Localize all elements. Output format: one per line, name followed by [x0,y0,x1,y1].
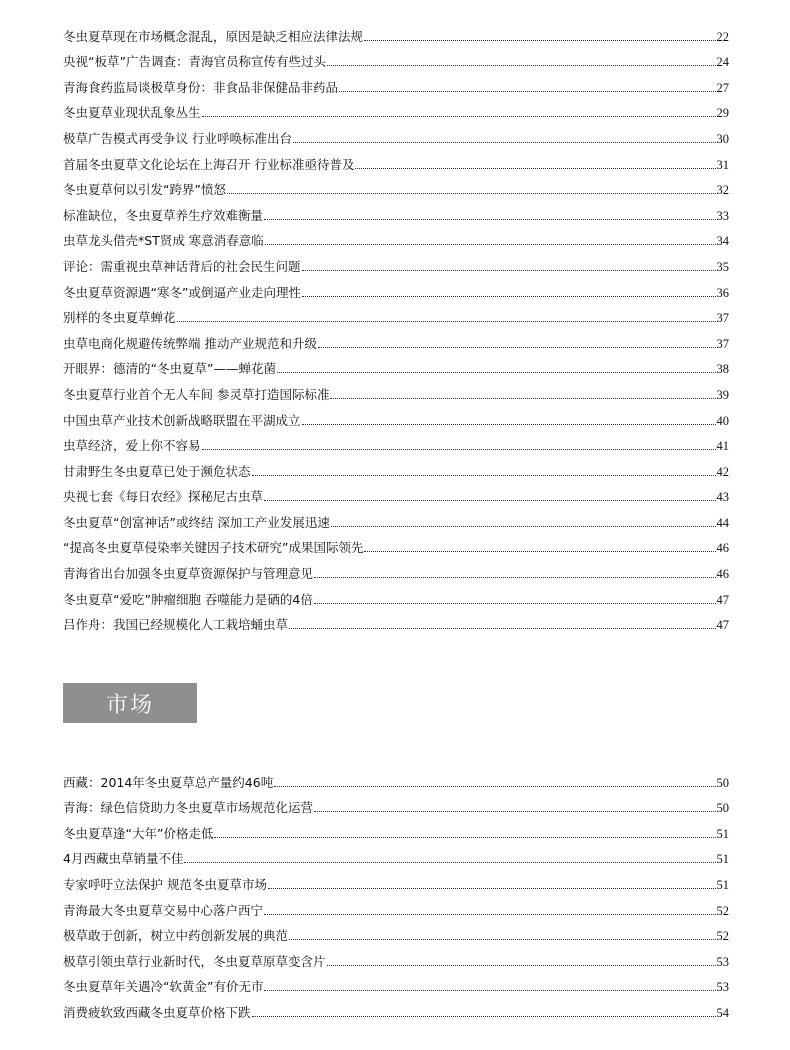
toc-dot-leader [177,321,716,322]
toc-entry-title: 央视七套《每日农经》探秘尼古虫草 [63,489,264,505]
toc-entry[interactable] [63,893,729,919]
toc-entry-title: 首届冬虫夏草文化论坛在上海召开 行业标准亟待普及 [63,156,355,172]
toc-dot-leader [184,862,715,863]
toc-entry-title: 冬虫夏草“爱吃”肿瘤细胞 吞噬能力是硒的4倍 [63,591,313,607]
toc-dot-leader [252,1016,716,1017]
toc-entry-title: 吕作舟：我国已经规模化人工栽培蛹虫草 [63,617,289,633]
toc-entry[interactable] [63,326,729,352]
toc-entry-title: 央视“板草”广告调查：青海官员称宣传有些过头 [63,54,326,70]
toc-entry-page-number: 51 [716,852,729,867]
toc-entry[interactable] [63,429,729,455]
toc-entry-page-number: 47 [716,618,729,633]
toc-dot-leader [330,398,715,399]
toc-entry-title: 冬虫夏草逢“大年”价格走低 [63,825,214,841]
toc-entry-page-number: 27 [716,80,729,95]
toc-dot-leader [355,168,715,169]
toc-entry-title: “提高冬虫夏草侵染率关键因子技术研究”成果国际领先 [63,540,364,556]
toc-entry-page-number: 37 [716,336,729,351]
toc-entry-page-number: 31 [716,157,729,172]
toc-entry-title: 青海最大冬虫夏草交易中心落户西宁 [63,902,264,918]
toc-entry-page-number: 42 [716,464,729,479]
toc-entry[interactable] [63,147,729,173]
toc-dot-leader [227,193,716,194]
toc-entry-title: 极草敢于创新，树立中药创新发展的典范 [63,928,289,944]
toc-entry-title: 青海：绿色信贷助力冬虫夏草市场规范化运营 [63,800,314,816]
toc-entry-page-number: 53 [716,980,729,995]
toc-entry[interactable] [63,556,729,582]
toc-entry[interactable] [63,944,729,970]
toc-entry-title: 冬虫夏草“创富神话”或终结 深加工产业发展迅速 [63,514,330,530]
toc-dot-leader [252,475,716,476]
toc-entry-title: 极草引领虫草行业新时代，冬虫夏草原草变含片 [63,953,326,969]
toc-entry-page-number: 46 [716,541,729,556]
toc-entry[interactable] [63,70,729,96]
toc-entry-page-number: 22 [716,29,729,44]
toc-dot-leader [202,449,716,450]
toc-entry-page-number: 29 [716,106,729,121]
toc-dot-leader [274,786,715,787]
toc-entry[interactable] [63,816,729,842]
toc-entry-page-number: 54 [716,1005,729,1020]
section-title: 市场 [105,692,154,718]
toc-dot-leader [302,270,716,271]
toc-dot-leader [264,219,715,220]
toc-entry-page-number: 52 [716,903,729,918]
toc-dot-leader [214,837,715,838]
toc-entry[interactable] [63,608,729,634]
toc-entry-page-number: 32 [716,183,729,198]
toc-entry[interactable] [63,995,729,1021]
toc-entry-title: 西藏：2014年冬虫夏草总产量约46吨 [63,774,274,790]
toc-entry[interactable] [63,919,729,945]
toc-dot-leader [318,347,716,348]
toc-dot-leader [265,244,716,245]
toc-entry-page-number: 43 [716,490,729,505]
toc-entry-title: 冬虫夏草业现状乱象丛生 [63,105,201,121]
toc-dot-leader [364,551,715,552]
toc-dot-leader [339,91,715,92]
toc-entry-title: 开眼界：德清的“冬虫夏草”——蝉花菌 [63,361,276,377]
toc-entry-page-number: 38 [716,362,729,377]
toc-entry[interactable] [63,867,729,893]
toc-entry-title: 冬虫夏草现在市场概念混乱，原因是缺乏相应法律法规 [63,28,364,44]
toc-dot-leader [202,116,716,117]
toc-entry-title: 消费疲软致西藏冬虫夏草价格下跌 [63,1004,251,1020]
toc-entry-page-number: 52 [716,929,729,944]
toc-dot-leader [264,914,715,915]
toc-entry-page-number: 44 [716,515,729,530]
toc-entry-page-number: 46 [716,567,729,582]
toc-entry-page-number: 50 [716,775,729,790]
toc-entry[interactable] [63,377,729,403]
toc-dot-leader [364,40,715,41]
toc-entry-title: 冬虫夏草年关遇冷“软黄金”有价无市 [63,979,264,995]
toc-list-top [63,19,729,633]
toc-entry[interactable] [63,249,729,275]
toc-entry-page-number: 51 [716,877,729,892]
toc-dot-leader [327,965,716,966]
toc-entry-title: 4月西藏虫草销量不佳 [63,851,184,867]
toc-entry[interactable] [63,45,729,71]
toc-entry-page-number: 47 [716,592,729,607]
toc-entry-page-number: 39 [716,387,729,402]
toc-entry-title: 冬虫夏草何以引发“跨界”愤怒 [63,182,226,198]
toc-dot-leader [293,142,716,143]
toc-entry[interactable] [63,301,729,327]
toc-entry-title: 中国虫草产业技术创新战略联盟在平湖成立 [63,412,301,428]
toc-dot-leader [314,811,715,812]
toc-entry-page-number: 34 [716,234,729,249]
toc-entry-title: 虫草龙头借壳*ST贤成 寒意消春意临 [63,233,264,249]
toc-entry[interactable] [63,531,729,557]
toc-entry[interactable] [63,403,729,429]
toc-entry[interactable] [63,582,729,608]
toc-entry-page-number: 30 [716,131,729,146]
toc-dot-leader [264,500,715,501]
toc-entry[interactable] [63,96,729,122]
toc-entry-title: 甘肃野生冬虫夏草已处于濒危状态 [63,463,251,479]
toc-dot-leader [268,888,716,889]
toc-entry[interactable] [63,454,729,480]
toc-dot-leader [331,526,716,527]
toc-entry-title: 冬虫夏草行业首个无人车间 参灵草打造国际标准 [63,386,330,402]
toc-entry-page-number: 41 [716,439,729,454]
toc-dot-leader [277,372,716,373]
toc-entry-title: 评论：需重视虫草神话背后的社会民生问题 [63,258,301,274]
toc-entry[interactable] [63,121,729,147]
toc-entry[interactable] [63,19,729,45]
toc-entry-page-number: 37 [716,311,729,326]
toc-dot-leader [264,990,715,991]
toc-entry[interactable] [63,275,729,301]
toc-dot-leader [302,296,716,297]
toc-entry-page-number: 35 [716,259,729,274]
toc-dot-leader [289,939,715,940]
toc-entry[interactable] [63,352,729,378]
toc-entry[interactable] [63,842,729,868]
toc-dot-leader [314,603,716,604]
toc-entry-page-number: 24 [716,55,729,70]
toc-entry-title: 标准缺位，冬虫夏草养生疗效难衡量 [63,207,264,223]
toc-entry-page-number: 50 [716,801,729,816]
toc-dot-leader [327,65,716,66]
toc-entry-title: 青海省出台加强冬虫夏草资源保护与管理意见 [63,566,314,582]
toc-entry-page-number: 36 [716,285,729,300]
toc-entry[interactable] [63,198,729,224]
toc-entry[interactable] [63,224,729,250]
toc-entry-title: 专家呼吁立法保护 规范冬虫夏草市场 [63,876,267,892]
toc-dot-leader [302,424,716,425]
toc-entry-title: 冬虫夏草资源遇“寒冬”或倒逼产业走向理性 [63,284,301,300]
toc-entry-title: 虫草经济，爱上你不容易 [63,438,201,454]
toc-dot-leader [289,628,715,629]
section-header-market [63,683,197,723]
toc-dot-leader [314,577,715,578]
toc-entry-page-number: 53 [716,954,729,969]
toc-entry[interactable] [63,505,729,531]
toc-entry[interactable] [63,480,729,506]
toc-entry[interactable] [63,765,729,791]
toc-entry-page-number: 51 [716,826,729,841]
toc-entry-title: 青海食药监局谈极草身份：非食品非保健品非药品 [63,79,339,95]
toc-entry-page-number: 33 [716,208,729,223]
toc-list-market [63,765,729,1021]
toc-entry-title: 极草广告模式再受争议 行业呼唤标准出台 [63,130,292,146]
toc-entry[interactable] [63,791,729,817]
toc-entry[interactable] [63,173,729,199]
toc-entry[interactable] [63,970,729,996]
toc-entry-title: 别样的冬虫夏草蝉花 [63,310,176,326]
toc-entry-title: 虫草电商化规避传统弊端 推动产业规范和升级 [63,335,317,351]
toc-entry-page-number: 40 [716,413,729,428]
